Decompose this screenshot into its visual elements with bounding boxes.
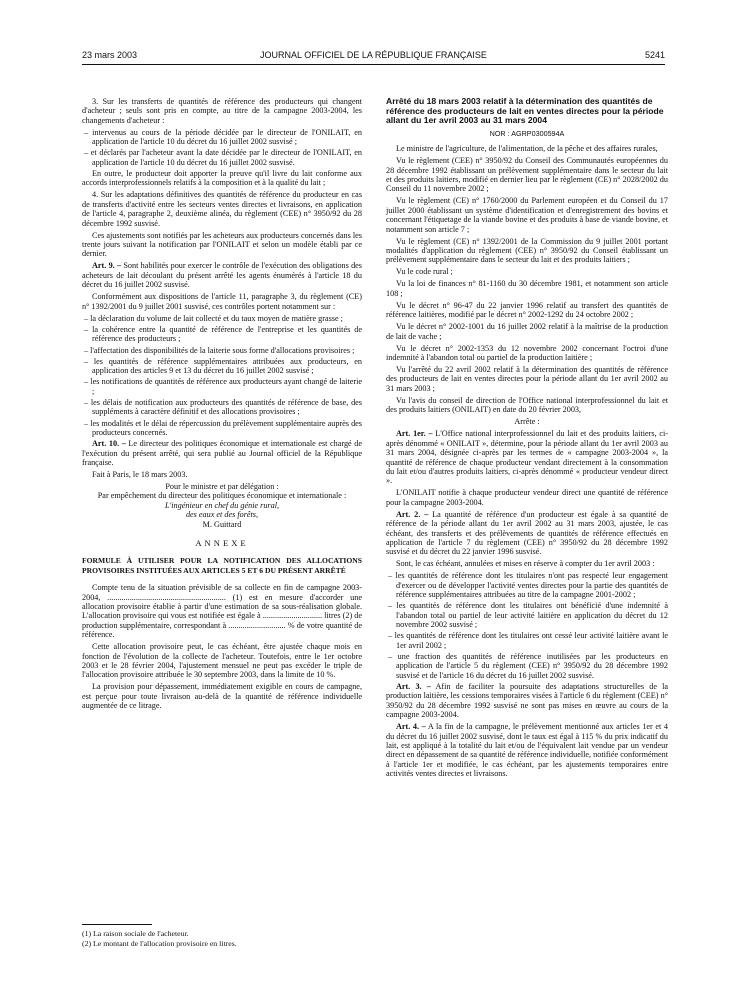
article-9 — [82, 261, 362, 289]
article-10-label: Art. 10. – — [92, 439, 126, 449]
vu-clause: Vu le règlement (CEE) n° 3950/92 du Conseil des Communautés européennes du 28 décembre 1992 établissant un prélèvement supplémentaire dans le secteur du lait et des produits laitiers, modifié en dernier lieu par le règlement (CE) n° 2028/2002 du Conseil du 11 novembre 2002 ; — [386, 156, 668, 194]
vu-clause: Vu le règlement (CE) n° 1760/2000 du Parlement européen et du Conseil du 17 juillet 2000 établissant un système d'identification et d'enregistrement des bovins et concernant l'étiquetage de la viande bovine et des produits à base de viande bovine, et notamment son article 7 ; — [386, 196, 668, 234]
footnote: (2) Le montant de l'allocation provisoire en litres. — [82, 939, 237, 948]
article-3-label: Art. 3. – — [396, 682, 431, 691]
paragraph-sont-annulees: Sont, le cas échéant, annulées et mises en réserve à compter du 1er avril 2003 : — [396, 559, 655, 569]
nor-reference: NOR : AGRP0300594A — [489, 128, 565, 138]
footnotes — [82, 929, 362, 949]
article-2-text: La quantité de référence d'un producteur est égale à sa quantité de référence de la période allant du 1er avril 2002 au 31 mars 2003, ajustée, le cas échéant, des transferts et des prélèvements de quantités de référence effectués en application de l'article 7 du règlement (CEE) n° 3950/92 du 28 décembre 1992 susvisé et du décret du 22 janvier 1996 susvisé. — [386, 509, 668, 557]
paragraph-provision: La provision pour dépassement, immédiatement exigible en cours de campagne, est perçue pour toute livraison au-delà de la quantité de référence individuelle augmentée de ce litrage. — [82, 682, 362, 711]
formule-heading: FORMULE À UTILISER POUR LA NOTIFICATION DES ALLOCATIONS PROVISOIRES INSTITUÉES AUX ARTICLES 5 ET 6 DU PRÉSENT ARRÊTÉ — [82, 556, 362, 575]
list-item: – l'affectation des disponibilités de la laiterie sous forme d'allocations provisoires ; — [84, 345, 355, 355]
paragraph-conformement: Conformément aux dispositions de l'article 11, paragraphe 3, du règlement (CE) n° 1392/2001 du 9 juillet 2001 susvisé, ces contrôles portent notamment sur : — [82, 292, 362, 311]
right-column — [386, 97, 668, 781]
paragraph-notification: L'ONILAIT notifie à chaque producteur vendeur direct une quantité de référence pour la campagne 2003-2004. — [386, 488, 668, 507]
paragraph-3: 3. Sur les transferts de quantités de référence des producteurs qui changent d'acheteur ; seuls sont pris en compte, au titre de la campagne 2003-2004, les changements d'acheteur : — [82, 97, 362, 125]
paragraph-ajustements: Ces ajustements sont notifiés par les acheteurs aux producteurs concernés dans les trente jours suivant la notification par l'ONILAIT et selon un modèle établi par ce dernier. — [82, 230, 362, 259]
paragraph-en-outre: En outre, le producteur doit apporter la preuve qu'il livre du lait conforme aux accords interprofessionnels relatifs à la composition et à la qualité du lait ; — [82, 169, 362, 188]
list-item: – les modalités et le délai de répercussion du prélèvement supplémentaire auprès des producteurs concernés. — [84, 418, 362, 437]
article-1-text: L'Office national interprofessionnel du lait et des produits laitiers, ci-après dénommé « ONILAIT », détermine, pour la période allant du 1er avril 2003 au 31 mars 2004, désignée ci-après par les termes de « campagne 2003-2004 », la quantité de référence de chaque producteur vendant directement à la consommation du lait et/ou d'autres produits laitiers, ci-après dénommé « producteur vendeur direct ». — [386, 429, 668, 486]
article-4-label: Art. 4. – — [396, 722, 426, 732]
vu-clause: Vu la loi de finances n° 81-1160 du 30 décembre 1981, et notamment son article 108 ; — [386, 279, 668, 298]
article-10 — [82, 439, 362, 467]
signature-line: Par empêchement du directeur des politiques économique et internationale : — [97, 491, 347, 501]
signature-line: L'ingénieur en chef du génie rural, — [164, 500, 280, 510]
list-item: – les quantités de référence dont les titulaires ont cessé leur activité laitière avant le 1er avril 2002 ; — [388, 631, 668, 650]
annexe-heading: ANNEXE — [195, 537, 249, 548]
vu-clause: Vu le code rural ; — [396, 267, 453, 277]
header-title: JOURNAL OFFICIEL DE LA RÉPUBLIQUE FRANÇAISE — [260, 50, 487, 60]
paragraph-compte-tenu: Compte tenu de la situation prévisible de sa collecte en fin de campagne 2003-2004, .......................................................... (1) est en mesure d'accorder une allocation provisoire établie à partir d'une estimation de sa sous-réalisation globale. L'allocation provisoire qui vous est notifiée est égale à ............................. litres (2) de production supplémentaire, correspondant à ............................ % de votre quantité de référence. — [82, 583, 362, 640]
footnote: (1) La raison sociale de l'acheteur. — [82, 929, 189, 938]
list-item: – les quantités de référence supplémentaires attribuées aux producteurs, en application des articles 9 et 13 du décret du 16 juillet 2002 susvisé ; — [84, 356, 362, 376]
arrete-title: Arrêté du 18 mars 2003 relatif à la détermination des quantités de référence des producteurs de lait en ventes directes pour la période allant du 1er avril 2003 au 31 mars 2004 — [386, 96, 664, 126]
header-rule — [82, 64, 665, 65]
vu-clause: Vu l'avis du conseil de direction de l'Office national interprofessionnel du lait et des produits laitiers (ONILAIT) en date du 20 février 2003, — [386, 395, 668, 415]
signature-line: des eaux et des forêts, — [185, 510, 259, 520]
article-9-text: Sont habilités pour exercer le contrôle de l'exécution des obligations des acheteurs de lait découlant du présent arrêté les agents énumérés à l'article 18 du décret du 16 juillet 2002 susvisé. — [82, 261, 362, 290]
article-4 — [386, 722, 668, 778]
vu-clause: Vu le règlement (CE) n° 1392/2001 de la Commission du 9 juillet 2001 portant modalités d'application du règlement (CEE) n° 3950/92 du Conseil établissant un prélèvement supplémentaire dans le secteur du lait et des produits laitiers ; — [386, 236, 668, 265]
article-3 — [386, 682, 668, 720]
article-2 — [386, 510, 668, 557]
header-date: 23 mars 2003 — [82, 50, 138, 60]
list-item: – les quantités de référence dont les titulaires n'ont pas respecté leur engagement d'exercer ou de développer l'activité ventes directes pour la partie des quantités de référence supplémentaires attribuées au titre de la campagne 2001-2002 ; — [388, 571, 668, 600]
article-9-label: Art. 9. – — [92, 261, 122, 271]
signature-block — [82, 482, 362, 529]
list-item: – intervenus au cours de la période décidée par le directeur de l'ONILAIT, en application de l'article 10 du décret du 16 juillet 2002 susvisé ; — [84, 127, 362, 147]
list-item: – et déclarés par l'acheteur avant la date décidée par le directeur de l'ONILAIT, en application de l'article 10 du décret du 16 juillet 2002 susvisé. — [84, 148, 362, 167]
arrete-heading: Arrête : — [514, 417, 540, 427]
signatory-name: M. Guittard — [202, 519, 242, 529]
article-1 — [386, 429, 668, 485]
paragraph-cette-allocation: Cette allocation provisoire peut, le cas échéant, être ajustée chaque mois en fonction de l'évolution de la collecte de l'acheteur. Toutefois, entre le 1er octobre 2003 et le 28 février 2004, l'ajustement mensuel ne peut pas excéder le triple de l'allocation provisoire attribuée le 30 septembre 2003, dans la limite de 10 %. — [82, 642, 362, 680]
list-item: – les notifications de quantités de référence aux producteurs ayant changé de laiterie ; — [84, 377, 362, 396]
fait-a-paris: Fait à Paris, le 18 mars 2003. — [92, 469, 188, 479]
vu-clause: Vu le décret n° 2002-1001 du 16 juillet 2002 relatif à la maîtrise de la production de lait de vache ; — [386, 322, 668, 341]
page-header — [82, 50, 665, 64]
article-1-label: Art. 1er. – — [396, 429, 433, 439]
left-column — [82, 97, 362, 713]
footnote-rule — [82, 924, 152, 925]
article-4-text: A la fin de la campagne, le prélèvement mentionné aux articles 1er et 4 du décret du 16 juillet 2002 susvisé, dont le taux est égal à 115 % du prix indicatif du lait, est appliqué à la totalité du lait et/ou de l'équivalent lait vendue par un vendeur direct en dépassement de sa quantité de référence individuelle, notifiée conformément à l'article 1er et modifiée, le cas échéant, par les ajustements temporaires entre activités ventes directes et livraisons. — [386, 722, 669, 779]
list-item: – une fraction des quantités de référence inutilisées par les producteurs en application de l'article 5 du règlement (CEE) n° 3950/92 du 28 décembre 1992 susvisé et de l'article 16 du décret du 16 juillet 2002 susvisé. — [388, 651, 668, 680]
header-page-number: 5241 — [644, 50, 665, 60]
list-item: – la cohérence entre la quantité de référence de l'entreprise et les quantités de référence des producteurs ; — [84, 324, 362, 344]
vu-clause: Vu l'arrêté du 22 avril 2002 relatif à la détermination des quantités de référence des producteurs de lait en ventes directes pour la période allant du 1er avril 2002 au 31 mars 2003 ; — [386, 365, 668, 393]
paragraph-4: 4. Sur les adaptations définitives des quantités de référence du producteur en cas de transferts d'activité entre les secteurs ventes directes et livraisons, en application de l'article 4, paragraphe 2, deuxième alinéa, du règlement (CEE) n° 3950/92 du 28 décembre 1992 susvisé. — [82, 190, 362, 228]
vu-clause: Vu le décret n° 96-47 du 22 janvier 1996 relatif au transfert des quantités de référence laitières, modifié par le décret n° 2002-1292 du 24 octobre 2002 ; — [386, 300, 668, 320]
intro-minister: Le ministre de l'agriculture, de l'alimentation, de la pêche et des affaires rurales, — [396, 144, 658, 154]
signature-line: Pour le ministre et par délégation : — [165, 481, 279, 491]
article-3-text: Afin de faciliter la poursuite des adaptations structurelles de la production laitière, les cessions temporaires visées à l'article 6 du règlement (CEE) n° 3950/92 du 28 décembre 1992 susvisé ne sont pas mises en œuvre au cours de la campagne 2003-2004. — [386, 682, 668, 720]
vu-clause: Vu le décret n° 2002-1353 du 12 novembre 2002 concernant l'octroi d'une indemnité à l'abandon total ou partiel de la production laitière ; — [386, 343, 668, 363]
list-item: – la déclaration du volume de lait collecté et du taux moyen de matière grasse ; — [84, 313, 343, 323]
list-item: – les quantités de référence dont les titulaires ont bénéficié d'une indemnité à l'abandon total ou partiel de leur activité laitière en application du décret du 12 novembre 2002 susvisé ; — [388, 601, 668, 630]
article-2-label: Art. 2. – — [396, 509, 429, 519]
list-item: – les délais de notification aux producteurs des quantités de référence de base, des suppléments à caractère définitif et des allocations provisoires ; — [84, 397, 362, 417]
article-10-text: Le directeur des politiques économique et internationale est chargé de l'exécution du présent arrêté, qui sera publié au Journal officiel de la République française. — [82, 439, 362, 467]
